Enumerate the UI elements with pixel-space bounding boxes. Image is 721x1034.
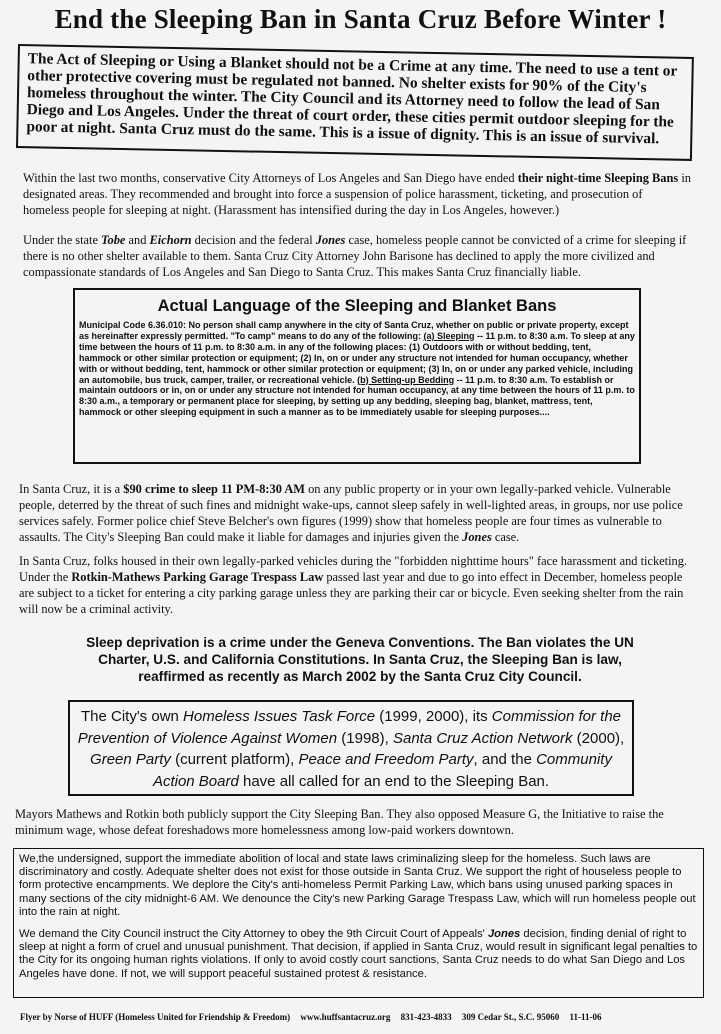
paragraph-mayors: Mayors Mathews and Rotkin both publicly support the City Sleeping Ban. They also opposed Measure G, the Initiative to raise the minimum wage, whose defeat foreshadows more homelessness among low-paid workers downtown. xyxy=(15,807,664,837)
intro-text: The Act of Sleeping or Using a Blanket should not be a Crime at any time. The need to use a tent or other protective covering must be regulated not banned. No shelter exists for 90% of the City's homeless throughout the winter. The City Council and its Attorney need to follow the lead of San Diego and Los Angeles. Under the threat of court order, these cities permit outdoor sleeping for the poor at night. Santa Cruz must do the same. This is a issue of dignity. This is an issue of survival. xyxy=(26,50,678,148)
para3-text-a: In Santa Cruz, it is a xyxy=(19,482,124,496)
ban-language-box xyxy=(73,288,641,464)
footer-address: 309 Cedar St., S.C. 95060 xyxy=(461,1012,560,1022)
code-intro: Municipal Code 6.36.010: No person shall camp anywhere in the city of Santa Cruz, whether on public or private property, except as hereinafter expressly permitted. "To camp" means to do any of the following: xyxy=(79,320,629,341)
tf-green-party: Green Party xyxy=(90,751,171,768)
para4-text-a: In Santa Cruz, folks housed in their own legally-parked vehicles during the "forbidden nighttime hours" face harassment and ticketing. Under the xyxy=(19,554,688,584)
footer-credit: Flyer by Norse of HUFF (Homeless United for Friendship & Freedom) xyxy=(20,1012,291,1022)
paragraph-fines xyxy=(19,481,694,545)
page-title: End the Sleeping Ban in Santa Cruz Before Winter ! xyxy=(54,4,667,34)
tf-a: The City's own xyxy=(80,708,184,725)
tf-peace-freedom: Peace and Freedom Party xyxy=(298,751,474,768)
para4-text-c: passed last year and due to go into effect in December, homeless people are subject to a ticket for entering a city parking garage unless they are parking their car or bicycle. Even seeking shelter from the rain will now be a criminal activity. xyxy=(19,570,684,616)
jones-case: Jones xyxy=(315,233,346,247)
para2-text-g: case, homeless people cannot be convicted of a crime for sleeping if there is no other shelter available to them. Santa Cruz City Attorney John Barisone has declined to apply the more civilized and compassionate standards of Los Angeles and San Diego to Santa Cruz. This makes Santa Cruz financially liable. xyxy=(23,233,687,279)
tf-g: (2000), xyxy=(572,729,625,747)
ban-language-heading: Actual Language of the Sleeping and Blanket Bans xyxy=(157,297,557,315)
tf-e: (1998), xyxy=(337,729,393,747)
petition-p2-c: decision, finding denial of right to sleep at night a form of cruel and unusual punishment. That decision, if applied in Santa Cruz, would result in significant legal penalties to the City for its ongoing human rights violations. If only to avoid costly court sanctions, Santa Cruz needs to do what San Diego and Los Angeles have done. If not, we will support peaceful sustained protest & resistance. xyxy=(19,928,698,980)
footer-website: www.huffsantacruz.org xyxy=(300,1012,391,1022)
petition-paragraph-2 xyxy=(19,928,698,981)
petition-box xyxy=(13,848,704,998)
task-force-box xyxy=(68,700,634,796)
para1-bold: their night-time Sleeping Bans xyxy=(517,171,679,185)
petition-p2-a: We demand the City Council instruct the City Attorney to obey the 9th Circuit Court of Appeals' xyxy=(19,928,488,941)
para1-text-c: in designated areas. They recommended and brought into force a suspension of police harassment, ticketing, and prosecution of homeless people for sleeping at night. (Harassment has intensified during the day in Los Angeles, however.) xyxy=(23,171,691,217)
paragraph-night-bans xyxy=(23,170,691,218)
tf-m: have all called for an end to the Sleeping Ban. xyxy=(238,772,550,790)
municipal-code-text xyxy=(79,320,635,418)
para3-text-c: on any public property or in your own legally-parked vehicle. Vulnerable people, deterred by the threat of such fines and midnight wake-ups, cannot sleep safely in well-lighted areas, in groups, nor use police services safely. Former police chief Steve Belcher's own figures (1999) show that homeless people are four times as vulnerable to assaults. The City's Sleeping Ban could make it liable for damages and injuries given the xyxy=(19,482,683,544)
tobe-case: Tobe xyxy=(101,233,126,247)
paragraph-vehicles xyxy=(19,553,694,617)
para1-text-a: Within the last two months, conservative City Attorneys of Los Angeles and San Diego have ended xyxy=(23,171,518,185)
tf-homeless-task-force: Homeless Issues Task Force xyxy=(183,708,376,725)
para3-text-e: case. xyxy=(491,530,520,544)
geneva-statement: Sleep deprivation is a crime under the Geneva Conventions. The Ban violates the UN Charter, U.S. and California Constitutions. In Santa Cruz, the Sleeping Ban is law, reaffirmed as recently as March 2002 by the Santa Cruz City Council. xyxy=(86,635,634,684)
footer-phone: 831-423-4833 xyxy=(400,1012,452,1022)
sleeping-text: -- 11 p.m. to 8:30 a.m. To sleep at any time between the hours of 11 p.m. to 8:30 a.m. in any of the following places: (1) Outdoors with or without bedding, tent, hammock or other similar protection or equipment; (2) In, on or under any structure not intended for human occupancy, whether with or without bedding, tent, hammock or other similar protection or equipment; (3) In, on or under any parked vehicle, including an automobile, bus truck, camper, trailer, or recreational vehicle. xyxy=(79,330,635,385)
bedding-text: -- 11 p.m. to 8:30 a.m. To establish or maintain outdoors or in, on or under any structure not intended for human occupancy, at any time between the hours of 11 p.m. to 8:30 a.m., a temporary or permanent place for sleeping, by setting up any bedding, sleeping bag, blanket, mattress, tent, hammock or other sleeping equipment in such a manner as to be immediately usable for sleeping purposes.... xyxy=(79,374,635,418)
tf-i: (current platform), xyxy=(170,751,299,768)
tf-action-network: Santa Cruz Action Network xyxy=(392,729,573,747)
eichorn-case: Eichorn xyxy=(149,233,192,247)
fine-amount: $90 crime to sleep 11 PM-8:30 AM xyxy=(123,482,305,496)
tf-community-board: Community Action Board xyxy=(152,751,612,790)
para2-text-a: Under the state xyxy=(23,233,102,247)
para2-text-c: and xyxy=(125,233,150,247)
tf-c: (1999, 2000), its xyxy=(375,708,492,725)
jones-case-2: Jones xyxy=(462,530,492,544)
intro-statement-box xyxy=(16,44,694,161)
bedding-label: (b) Setting-up Bedding xyxy=(357,374,455,385)
para2-text-e: decision and the federal xyxy=(191,233,316,247)
petition-paragraph-1: We,the undersigned, support the immediate abolition of local and state laws criminalizing sleep for the homeless. Such laws are discriminatory and costly. Adequate shelter does not exist for those outside in Santa Cruz. We support the right of houseless people to form protective encampments. We deplore the City's anti-homeless Permit Parking Law, which bans using unused parking spaces in many sections of the city midnight-6 AM. We denounce the City's new Parking Garage Trespass Law, which will run homeless people out into the rain at night. xyxy=(19,853,696,918)
petition-jones: Jones xyxy=(487,928,521,941)
tf-commission: Commission for the Prevention of Violence Against Women xyxy=(77,708,622,747)
garage-law: Rotkin-Mathews Parking Garage Trespass Law xyxy=(71,570,324,584)
tf-k: , and the xyxy=(473,751,537,768)
footer xyxy=(20,1012,710,1022)
footer-date: 11-11-06 xyxy=(569,1012,602,1022)
paragraph-court-cases xyxy=(23,232,691,280)
sleeping-label: (a) Sleeping xyxy=(423,330,475,341)
